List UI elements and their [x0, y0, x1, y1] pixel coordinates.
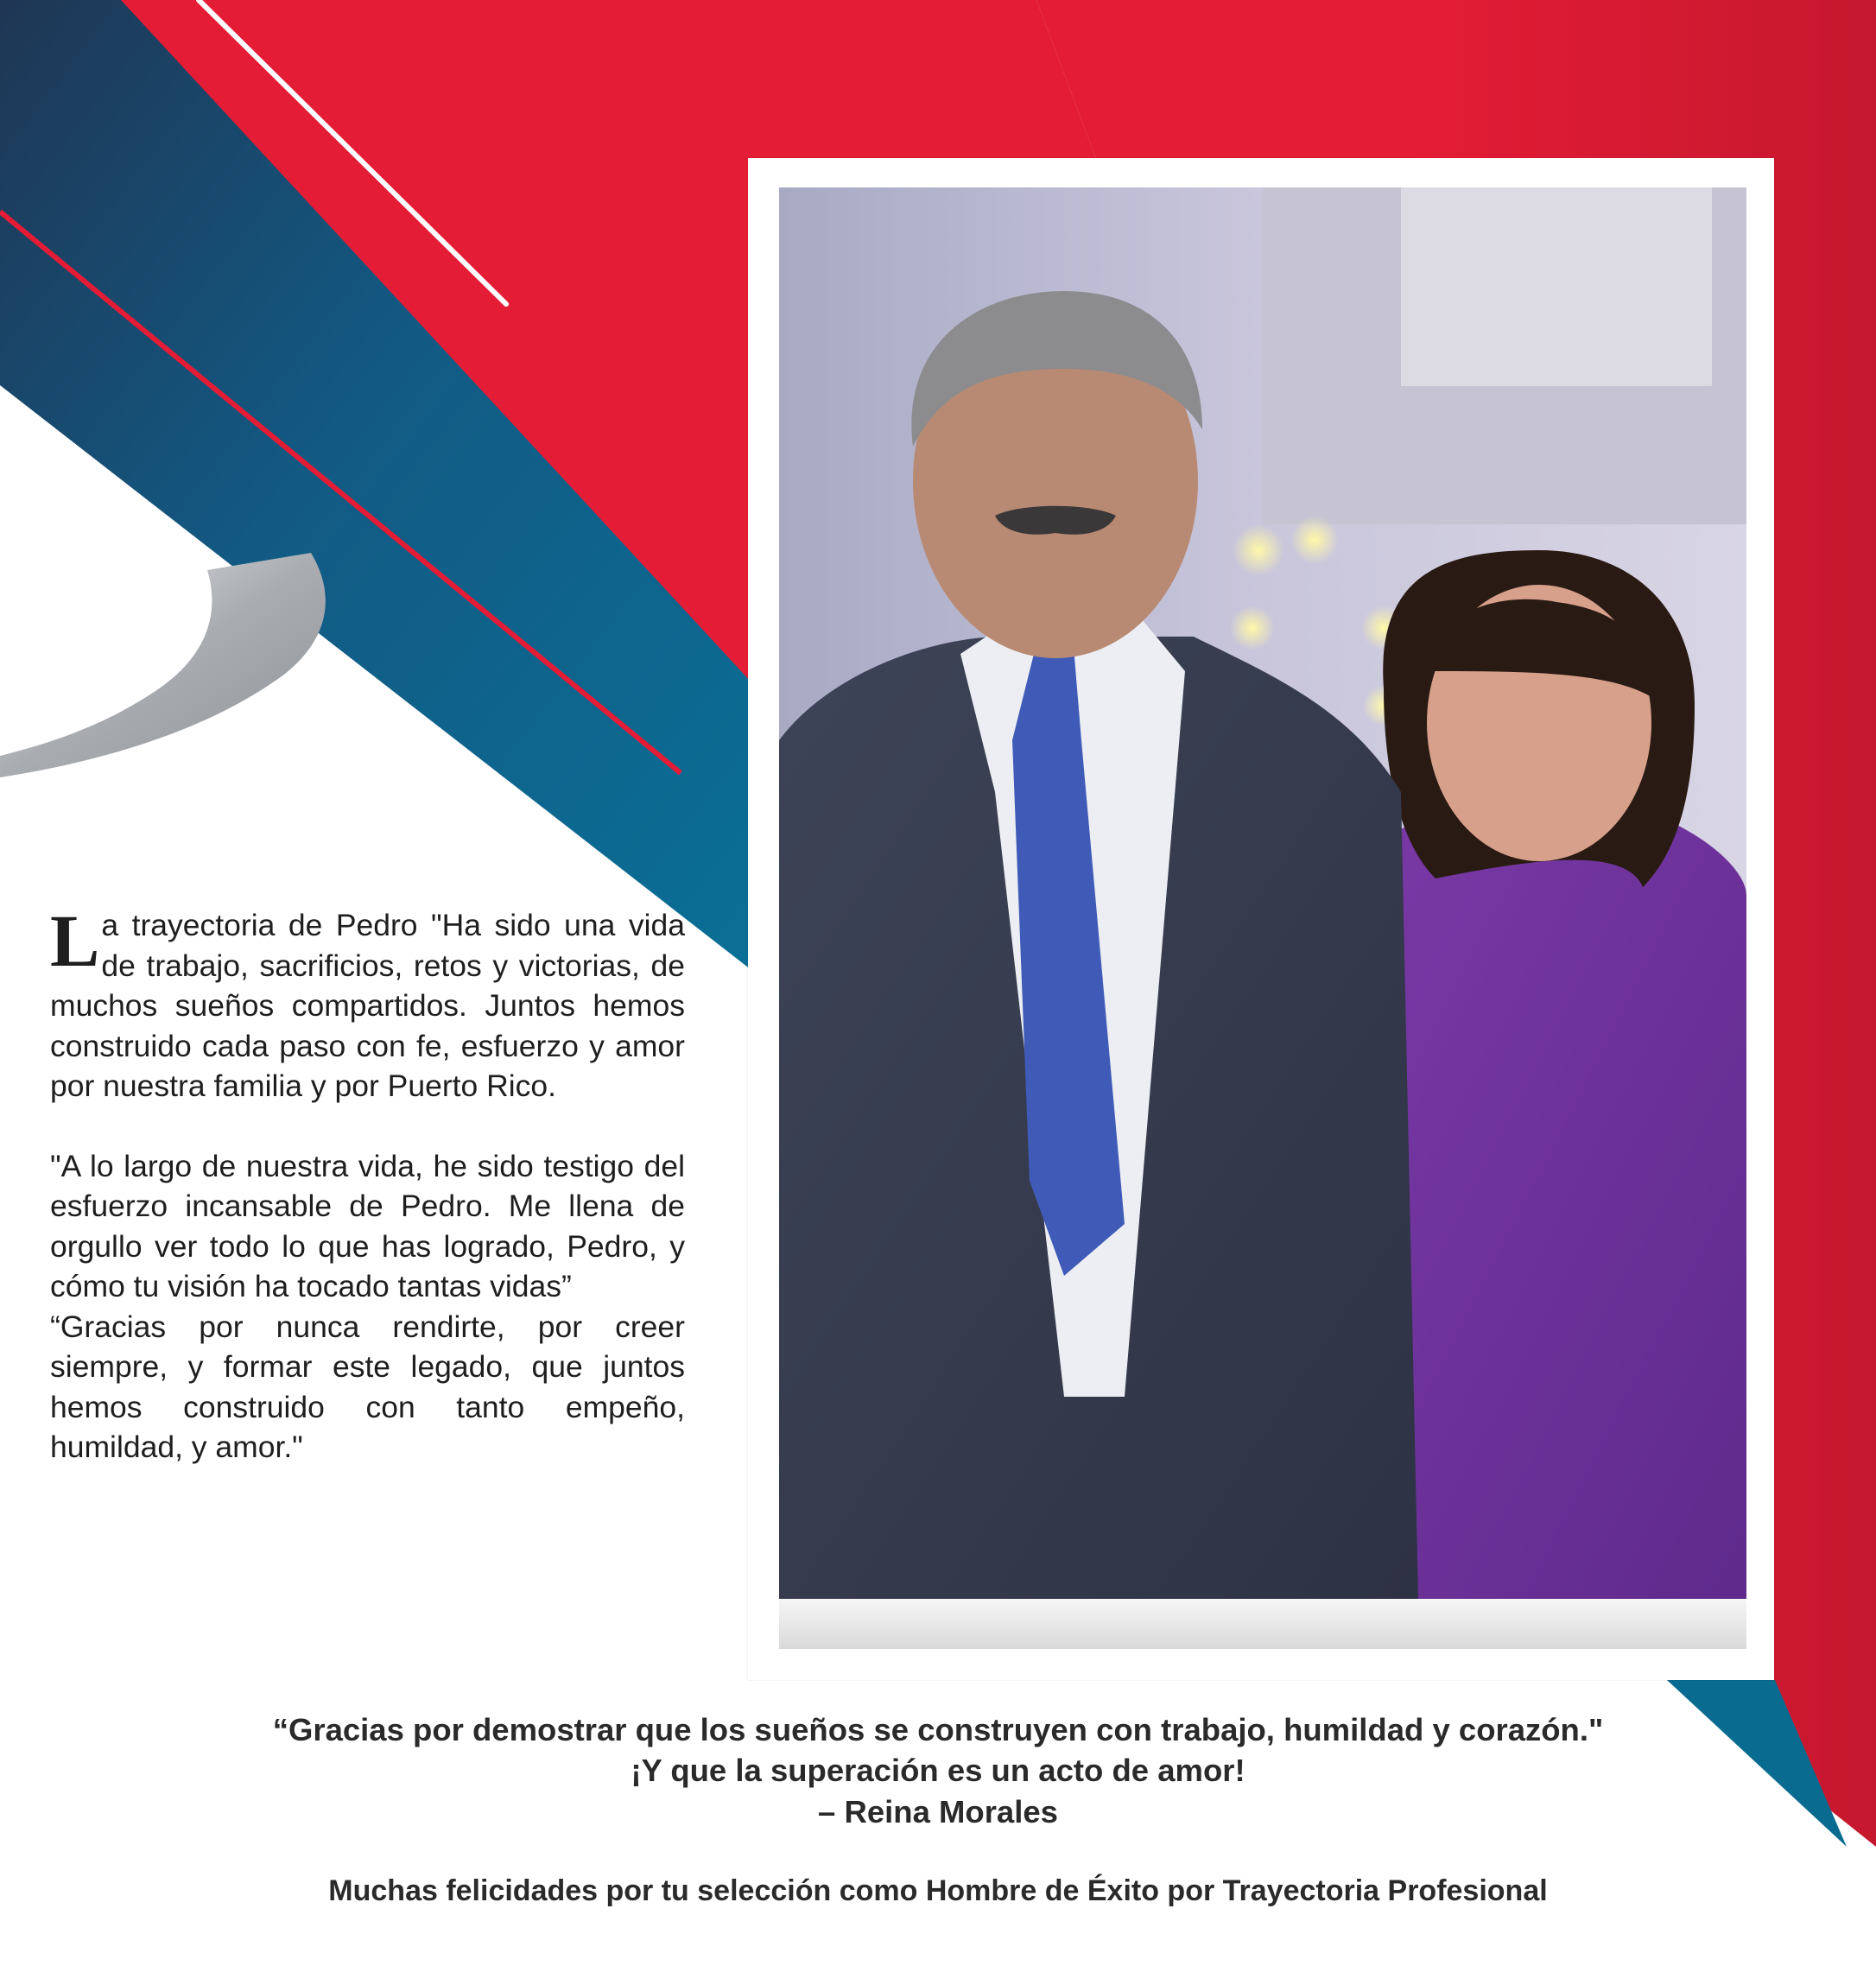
closing-quote-line-1: “Gracias por demostrar que los sueños se construyen con trabajo, humildad y corazón." — [272, 1712, 1604, 1747]
article-paragraph-2: "A lo largo de nuestra vida, he sido testigo del esfuerzo incansable de Pedro. Me llena de orgullo ver todo lo que has logrado, Pedro, y cómo tu visión ha tocado tantas vidas” — [50, 1148, 685, 1303]
article-paragraph-3: “Gracias por nunca rendirte, por creer siempre, y formar este legado, que juntos hemos construido con tanto empeño, humildad, y amor." — [50, 1309, 685, 1464]
closing-signature: – Reina Morales — [818, 1794, 1058, 1829]
drop-cap: L — [50, 899, 100, 982]
photo-frame — [748, 158, 1774, 1680]
silver-ribbon — [0, 553, 326, 777]
mirror — [1401, 187, 1712, 386]
paragraph-1-text: a trayectoria de Pedro "Ha sido una vida de trabajo, sacrificios, retos y victorias, de muchos sueños compartidos. Juntos hemos construido cada paso con fe, esfuerzo y amor por nuestra familia y por Puerto Rico. — [50, 908, 685, 1103]
congratulation-line: Muchas felicidades por tu selección como Hombre de Éxito por Trayectoria Profesional — [328, 1874, 1548, 1907]
article-paragraph-1 — [50, 899, 685, 1106]
couple-photo — [779, 187, 1746, 1599]
closing-quote-line-2: ¡Y que la superación es un acto de amor! — [631, 1753, 1245, 1788]
photo-bottom-strip — [779, 1599, 1746, 1649]
article-body — [50, 899, 685, 1468]
